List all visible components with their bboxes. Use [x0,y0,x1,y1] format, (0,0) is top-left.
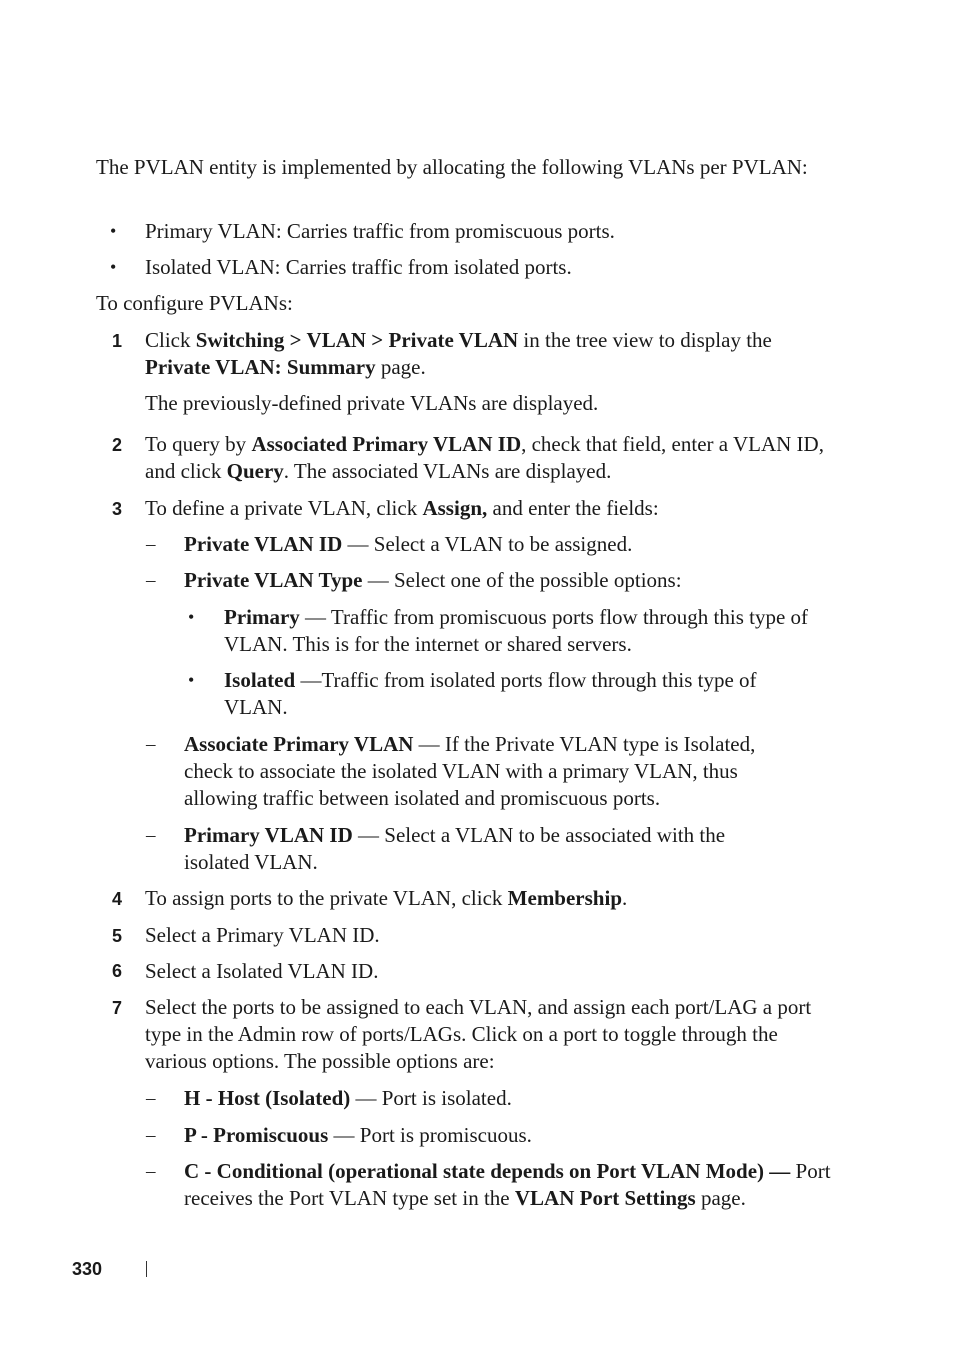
dash-marker: – [146,825,156,846]
option-host-isolated: H - Host (Isolated) — Port is isolated. [184,1086,512,1110]
step-6-text: Select a Isolated VLAN ID. [145,959,379,983]
field-associate-primary-vlan: Associate Primary VLAN — If the Private VLAN type is Isolated, check to associate the isolated VLAN with a primary VLAN, thus allowing traffic between isolated and promiscuous ports. [184,732,756,810]
dash-marker: – [146,1161,156,1182]
page-name: Private VLAN: Summary [145,355,376,379]
bullet-marker: • [110,221,117,241]
step-3-text: To define a private VLAN, click Assign, and enter the fields: [145,496,659,520]
field-name: Associated Primary VLAN ID [251,432,522,456]
step-5-text: Select a Primary VLAN ID. [145,923,380,947]
field-private-vlan-type: Private VLAN Type — Select one of the possible options: [184,568,682,592]
option-conditional: C - Conditional (operational state depends on Port VLAN Mode) — Port receives the Port VLAN type set in the VLAN Port Settings page. [184,1159,831,1210]
step-number: 1 [112,331,123,351]
page-name: VLAN Port Settings [514,1186,696,1210]
step-number: 2 [112,435,123,455]
dash-marker: – [146,1125,156,1146]
configure-heading: To configure PVLANs: [96,291,293,315]
bullet-marker: • [188,670,195,690]
step-number: 5 [112,926,123,946]
page-number: 330 [72,1259,103,1279]
menu-path: Switching > VLAN > Private VLAN [195,328,519,352]
step-number: 6 [112,961,123,981]
footer-separator [146,1261,147,1277]
step-1-note: The previously-defined private VLANs are displayed. [145,391,599,415]
field-private-vlan-id: Private VLAN ID — Select a VLAN to be assigned. [184,532,633,556]
dash-marker: – [146,534,156,555]
button-name: Query [226,459,284,483]
dash-marker: – [146,1088,156,1109]
dash-marker: – [146,570,156,591]
bullet-primary-vlan: Primary VLAN: Carries traffic from promiscuous ports. [145,219,615,243]
dash-marker: – [146,734,156,755]
button-name: Membership [507,886,622,910]
option-primary: Primary — Traffic from promiscuous ports flow through this type of VLAN. This is for the internet or shared servers. [224,605,809,656]
step-number: 3 [112,499,123,519]
bullet-marker: • [110,257,117,277]
option-promiscuous: P - Promiscuous — Port is promiscuous. [184,1123,532,1147]
button-name: Assign, [422,496,488,520]
intro-paragraph: The PVLAN entity is implemented by allocating the following VLANs per PVLAN: [96,155,808,179]
bullet-marker: • [188,607,195,627]
option-isolated: Isolated —Traffic from isolated ports flow through this type of VLAN. [224,668,757,719]
bullet-isolated-vlan: Isolated VLAN: Carries traffic from isolated ports. [145,255,572,279]
step-number: 4 [112,889,123,909]
field-primary-vlan-id: Primary VLAN ID — Select a VLAN to be associated with the isolated VLAN. [184,823,726,874]
step-4-text: To assign ports to the private VLAN, click Membership. [145,886,628,910]
step-1-text: Click Switching > VLAN > Private VLAN in the tree view to display the Private VLAN: Summary page. [145,328,772,379]
step-7-text: Select the ports to be assigned to each VLAN, and assign each port/LAG a port type in the Admin row of ports/LAGs. Click on a port to toggle through the various options. The possible options are: [145,995,812,1073]
step-number: 7 [112,998,123,1018]
step-2-text: To query by Associated Primary VLAN ID, check that field, enter a VLAN ID, and click Query. The associated VLANs are displayed. [145,432,824,483]
